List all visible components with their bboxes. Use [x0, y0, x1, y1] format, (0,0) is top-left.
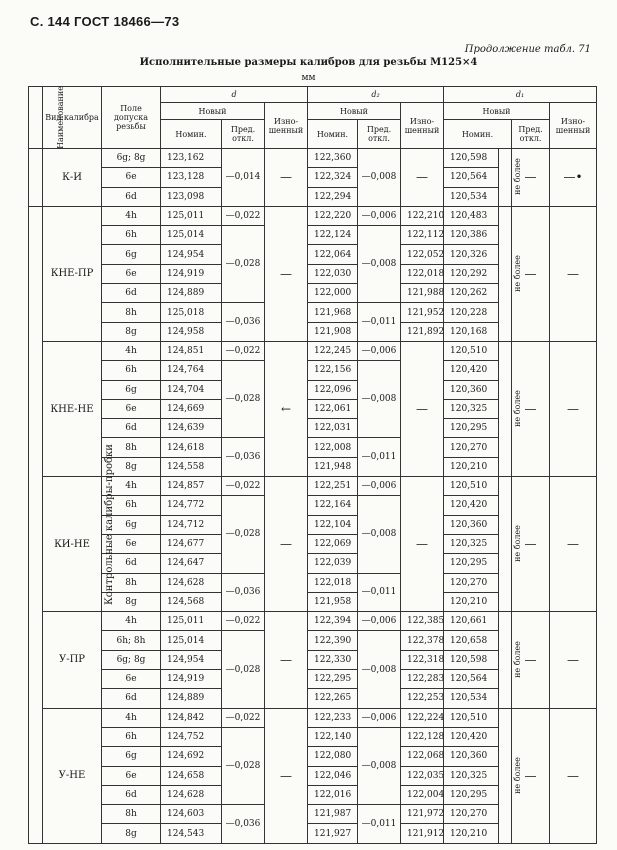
d-dev-cell: —0,014 [222, 149, 265, 207]
d2-worn-cell: 122,068 [401, 747, 444, 766]
d1-nom-header: Номин. [444, 120, 512, 149]
d-worn-header: Изно-шенный [265, 103, 308, 149]
d1-nom-cell: 120,386 [444, 226, 499, 245]
d2-worn-cell: 121,912 [401, 824, 444, 844]
d2-nom-cell: 122,069 [308, 534, 358, 553]
d2-nom-cell: 122,080 [308, 747, 358, 766]
tolerance-cell: 6d [102, 187, 161, 206]
tolerance-cell: 8h [102, 573, 161, 592]
d2-nom-cell: 122,030 [308, 264, 358, 283]
d-nom-cell: 125,011 [161, 612, 222, 631]
d2-nom-cell: 122,000 [308, 284, 358, 303]
d1-header: d₁ [444, 87, 597, 103]
tolerance-cell: 6d [102, 284, 161, 303]
d2-nom-cell: 122,124 [308, 226, 358, 245]
d2-dev-cell: —0,011 [358, 438, 401, 477]
d-worn-cell: — [265, 708, 308, 843]
d2-nom-cell: 121,987 [308, 805, 358, 824]
d-nom-cell: 124,712 [161, 515, 222, 534]
d1-nom-cell: 120,210 [444, 592, 499, 611]
d-nom-cell: 124,628 [161, 573, 222, 592]
calibre-kind: У-ПР [43, 612, 102, 708]
d-nom-cell: 124,851 [161, 341, 222, 360]
d2-worn-cell: 122,318 [401, 650, 444, 669]
d-nom-header: Номин. [161, 120, 222, 149]
d1-pred-header: Пред. откл. [512, 120, 550, 149]
d-nom-cell: 123,128 [161, 168, 222, 187]
tolerance-cell: 6g [102, 245, 161, 264]
d2-worn-cell: — [401, 149, 444, 207]
d2-dev-cell: —0,008 [358, 226, 401, 303]
ne-bolee-text: не более [512, 255, 522, 292]
d2-nom-cell: 122,251 [308, 477, 358, 496]
d2-worn-cell: 122,224 [401, 708, 444, 727]
d-nom-cell: 124,603 [161, 805, 222, 824]
tolerance-cell: 8g [102, 457, 161, 476]
d2-dev-cell: —0,008 [358, 631, 401, 708]
d1-nom-cell: 120,360 [444, 380, 499, 399]
d1-worn-cell: — [550, 477, 597, 612]
d1-pred-cell: — [512, 477, 550, 612]
d1-nom-cell: 120,420 [444, 496, 499, 515]
d2-dev-cell: —0,006 [358, 206, 401, 225]
d2-nom-cell: 121,948 [308, 457, 358, 476]
d2-nom-cell: 122,016 [308, 785, 358, 804]
d1-nom-cell: 120,598 [444, 650, 499, 669]
d-nom-cell: 125,018 [161, 303, 222, 322]
d-dev-cell: —0,028 [222, 361, 265, 438]
d1-nom-cell: 120,270 [444, 573, 499, 592]
d1-max-note [499, 206, 522, 341]
tolerance-cell: 8g [102, 824, 161, 844]
d1-nom-cell: 120,360 [444, 747, 499, 766]
calibre-kind: КНЕ-НЕ [43, 341, 102, 476]
d1-nom-cell: 120,210 [444, 824, 499, 844]
d1-worn-header: Изно-шенный [550, 103, 597, 149]
ne-bolee-text: не более [512, 640, 522, 678]
d2-dev-cell: —0,008 [358, 361, 401, 438]
tolerance-cell: 6e [102, 534, 161, 553]
d-dev-cell: —0,036 [222, 438, 265, 477]
d-nom-cell: 124,958 [161, 322, 222, 341]
tolerance-cell: 6g; 8g [102, 149, 161, 168]
d2-worn-cell: 122,385 [401, 612, 444, 631]
d-nom-cell: 125,014 [161, 631, 222, 650]
d2-nom-cell: 122,295 [308, 670, 358, 689]
d1-worn-cell: — [550, 206, 597, 341]
d1-pred-cell: — [512, 206, 550, 341]
d-pred-header: Пред. откл. [222, 120, 265, 149]
d1-nom-cell: 120,262 [444, 284, 499, 303]
d2-nom-cell: 122,294 [308, 187, 358, 206]
tolerance-cell: 8h [102, 438, 161, 457]
d1-pred-cell: — [512, 708, 550, 843]
d2-nom-cell: 122,265 [308, 689, 358, 708]
d-nom-cell: 124,669 [161, 399, 222, 418]
d1-nom-cell: 120,510 [444, 477, 499, 496]
d-nom-cell: 124,568 [161, 592, 222, 611]
d-dev-cell: —0,022 [222, 612, 265, 631]
d1-nom-cell: 120,228 [444, 303, 499, 322]
d2-dev-cell: —0,011 [358, 303, 401, 342]
tolerance-cell: 6h; 8h [102, 631, 161, 650]
d-nom-cell: 124,857 [161, 477, 222, 496]
d-dev-cell: —0,036 [222, 303, 265, 342]
name-cell-blank [29, 149, 43, 207]
table-row [29, 341, 597, 360]
d1-nom-cell: 120,325 [444, 766, 499, 785]
tolerance-cell: 8h [102, 805, 161, 824]
d1-max-note [499, 708, 522, 843]
d2-nom-cell: 122,140 [308, 727, 358, 746]
d2-dev-cell: —0,006 [358, 341, 401, 360]
d2-pred-header: Пред. откл. [358, 120, 401, 149]
name-column-header: Наименование [29, 87, 43, 149]
tolerance-cell: 4h [102, 206, 161, 225]
d-nom-cell: 125,014 [161, 226, 222, 245]
d2-nom-cell: 122,031 [308, 419, 358, 438]
d2-nom-cell: 122,008 [308, 438, 358, 457]
d2-nom-cell: 122,360 [308, 149, 358, 168]
d2-worn-cell: 121,952 [401, 303, 444, 322]
d-header: d [161, 87, 308, 103]
tolerance-cell: 6d [102, 689, 161, 708]
d2-dev-cell: —0,011 [358, 573, 401, 612]
tolerance-cell: 6h [102, 226, 161, 245]
d1-max-note [499, 341, 522, 476]
calibre-kind: У-НЕ [43, 708, 102, 843]
d1-nom-cell: 120,325 [444, 534, 499, 553]
d-dev-cell: —0,022 [222, 477, 265, 496]
d-nom-cell: 124,919 [161, 670, 222, 689]
tolerance-cell: 6h [102, 496, 161, 515]
d1-worn-cell: — [550, 341, 597, 476]
tolerance-cell: 4h [102, 612, 161, 631]
d2-nom-cell: 122,233 [308, 708, 358, 727]
calibre-kind: К-И [43, 149, 102, 207]
d1-pred-cell: — [512, 341, 550, 476]
d1-nom-cell: 120,564 [444, 168, 499, 187]
d1-max-note [499, 149, 522, 207]
d-nom-cell: 124,692 [161, 747, 222, 766]
d-nom-cell: 124,704 [161, 380, 222, 399]
d-dev-cell: —0,022 [222, 341, 265, 360]
d1-worn-cell: —• [550, 149, 597, 207]
d2-new-header: Новый [308, 103, 401, 120]
d-dev-cell: —0,022 [222, 206, 265, 225]
d1-max-note [499, 612, 522, 708]
d1-nom-cell: 120,534 [444, 187, 499, 206]
d-worn-cell: — [265, 206, 308, 341]
units-label: мм [301, 73, 316, 83]
d2-worn-cell: 122,018 [401, 264, 444, 283]
d1-nom-cell: 120,360 [444, 515, 499, 534]
d2-dev-cell: —0,011 [358, 805, 401, 844]
tolerance-cell: 6g [102, 380, 161, 399]
d2-worn-header: Изно-шенный [401, 103, 444, 149]
tolerance-cell: 6d [102, 419, 161, 438]
d-nom-cell: 124,889 [161, 689, 222, 708]
d2-nom-cell: 121,927 [308, 824, 358, 844]
d1-nom-cell: 120,168 [444, 322, 499, 341]
d1-nom-cell: 120,510 [444, 708, 499, 727]
table-title: Исполнительные размеры калибров для резьбы М125×4 [139, 57, 478, 68]
d1-nom-cell: 120,534 [444, 689, 499, 708]
d-nom-cell: 125,011 [161, 206, 222, 225]
ne-bolee-text: не более [512, 390, 522, 427]
d2-worn-cell: 122,283 [401, 670, 444, 689]
tolerance-cell: 6g; 8g [102, 650, 161, 669]
d-nom-cell: 124,639 [161, 419, 222, 438]
d2-nom-cell: 122,064 [308, 245, 358, 264]
d-worn-cell: — [265, 612, 308, 708]
calibre-dimensions-table [28, 86, 597, 844]
d2-nom-cell: 122,324 [308, 168, 358, 187]
d1-nom-cell: 120,510 [444, 341, 499, 360]
side-label-text: Контрольные калибры-пробки [103, 444, 115, 606]
d1-nom-cell: 120,210 [444, 457, 499, 476]
d-nom-cell: 124,954 [161, 650, 222, 669]
d-dev-cell: —0,022 [222, 708, 265, 727]
d1-nom-cell: 120,658 [444, 631, 499, 650]
d1-worn-cell: — [550, 612, 597, 708]
d-nom-cell: 124,558 [161, 457, 222, 476]
tolerance-cell: 6d [102, 785, 161, 804]
tolerance-cell: 8g [102, 322, 161, 341]
d2-header: d₂ [308, 87, 444, 103]
d1-max-note [499, 477, 522, 612]
d1-pred-cell: — [512, 149, 550, 207]
d1-nom-cell: 120,326 [444, 245, 499, 264]
d1-nom-cell: 120,420 [444, 727, 499, 746]
d-nom-cell: 124,772 [161, 496, 222, 515]
d2-worn-cell: 122,210 [401, 206, 444, 225]
d2-nom-cell: 122,039 [308, 554, 358, 573]
d2-worn-cell: — [401, 341, 444, 476]
d2-worn-cell: 121,972 [401, 805, 444, 824]
tolerance-cell: 6e [102, 264, 161, 283]
d2-dev-cell: —0,008 [358, 149, 401, 207]
ne-bolee-text: не более [512, 756, 522, 794]
tolerance-cell: 8h [102, 303, 161, 322]
calibre-kind: КИ-НЕ [43, 477, 102, 612]
d2-worn-cell: 121,892 [401, 322, 444, 341]
calibre-kind: КНЕ-ПР [43, 206, 102, 341]
tolerance-cell: 6e [102, 399, 161, 418]
d2-nom-cell: 122,018 [308, 573, 358, 592]
d2-dev-cell: —0,008 [358, 727, 401, 804]
ne-bolee-text: не более [512, 525, 522, 562]
d1-nom-cell: 120,270 [444, 805, 499, 824]
d1-nom-cell: 120,295 [444, 554, 499, 573]
tolerance-cell: 4h [102, 477, 161, 496]
d2-worn-cell: 122,253 [401, 689, 444, 708]
d2-nom-cell: 122,220 [308, 206, 358, 225]
d-nom-cell: 124,752 [161, 727, 222, 746]
d-nom-cell: 124,842 [161, 708, 222, 727]
d1-new-header: Новый [444, 103, 550, 120]
d2-worn-cell: 122,052 [401, 245, 444, 264]
d1-nom-cell: 120,420 [444, 361, 499, 380]
d2-nom-cell: 122,245 [308, 341, 358, 360]
table-row [29, 206, 597, 225]
d2-worn-cell: 122,035 [401, 766, 444, 785]
d-nom-cell: 124,658 [161, 766, 222, 785]
d2-nom-cell: 122,394 [308, 612, 358, 631]
d2-nom-cell: 122,046 [308, 766, 358, 785]
d2-dev-cell: —0,006 [358, 612, 401, 631]
tolerance-cell: 6d [102, 554, 161, 573]
d1-nom-cell: 120,292 [444, 264, 499, 283]
d1-nom-cell: 120,598 [444, 149, 499, 168]
d2-nom-header: Номин. [308, 120, 358, 149]
d2-worn-cell: 122,378 [401, 631, 444, 650]
d2-nom-cell: 122,104 [308, 515, 358, 534]
d2-nom-cell: 122,164 [308, 496, 358, 515]
d-dev-cell: —0,028 [222, 226, 265, 303]
d2-worn-cell: 122,112 [401, 226, 444, 245]
d-worn-cell: — [265, 149, 308, 207]
d1-nom-cell: 120,295 [444, 419, 499, 438]
tolerance-cell: 6h [102, 361, 161, 380]
table-row [29, 612, 597, 631]
d-dev-cell: —0,028 [222, 496, 265, 573]
d2-nom-cell: 121,968 [308, 303, 358, 322]
d1-nom-cell: 120,564 [444, 670, 499, 689]
d2-nom-cell: 121,908 [308, 322, 358, 341]
d2-worn-cell: 121,988 [401, 284, 444, 303]
d2-nom-cell: 122,096 [308, 380, 358, 399]
d-dev-cell: —0,036 [222, 573, 265, 612]
d1-worn-cell: — [550, 708, 597, 843]
d2-nom-cell: 121,958 [308, 592, 358, 611]
d-nom-cell: 124,919 [161, 264, 222, 283]
tolerance-cell: 6h [102, 727, 161, 746]
kind-column-header: Вид калибра [43, 87, 102, 149]
d-worn-cell: — [265, 477, 308, 612]
tolerance-cell: 6g [102, 515, 161, 534]
d-nom-cell: 124,543 [161, 824, 222, 844]
page-header: С. 144 ГОСТ 18466—73 [30, 14, 180, 29]
d2-dev-cell: —0,008 [358, 496, 401, 573]
d-worn-cell: ← [265, 341, 308, 476]
d-nom-cell: 124,889 [161, 284, 222, 303]
d-new-header: Новый [161, 103, 265, 120]
d1-nom-cell: 120,483 [444, 206, 499, 225]
d-nom-cell: 124,647 [161, 554, 222, 573]
d-nom-cell: 124,954 [161, 245, 222, 264]
tolerance-cell: 4h [102, 708, 161, 727]
d2-worn-cell: 122,004 [401, 785, 444, 804]
table-row [29, 149, 597, 168]
tolerance-column-header: Поле допуска резьбы [102, 87, 161, 149]
d2-nom-cell: 122,061 [308, 399, 358, 418]
table-row [29, 708, 597, 727]
d-nom-cell: 124,628 [161, 785, 222, 804]
d1-nom-cell: 120,270 [444, 438, 499, 457]
ne-bolee-text: не более [512, 158, 522, 196]
d1-pred-cell: — [512, 612, 550, 708]
d2-worn-cell: — [401, 477, 444, 612]
tolerance-cell: 6e [102, 168, 161, 187]
d-dev-cell: —0,036 [222, 805, 265, 844]
tolerance-cell: 8g [102, 592, 161, 611]
d-nom-cell: 123,162 [161, 149, 222, 168]
table-continuation-note: Продолжение табл. 71 [464, 44, 591, 55]
d-dev-cell: —0,028 [222, 631, 265, 708]
d1-nom-cell: 120,325 [444, 399, 499, 418]
tolerance-cell: 6g [102, 747, 161, 766]
d1-nom-cell: 120,295 [444, 785, 499, 804]
tolerance-cell: 6e [102, 670, 161, 689]
d-nom-cell: 123,098 [161, 187, 222, 206]
d2-worn-cell: 122,128 [401, 727, 444, 746]
d-dev-cell: —0,028 [222, 727, 265, 804]
d-nom-cell: 124,677 [161, 534, 222, 553]
d2-nom-cell: 122,156 [308, 361, 358, 380]
d-nom-cell: 124,764 [161, 361, 222, 380]
tolerance-cell: 6e [102, 766, 161, 785]
d2-dev-cell: —0,006 [358, 708, 401, 727]
tolerance-cell: 4h [102, 341, 161, 360]
d1-nom-cell: 120,661 [444, 612, 499, 631]
d-nom-cell: 124,618 [161, 438, 222, 457]
d2-nom-cell: 122,390 [308, 631, 358, 650]
d2-nom-cell: 122,330 [308, 650, 358, 669]
d2-dev-cell: —0,006 [358, 477, 401, 496]
